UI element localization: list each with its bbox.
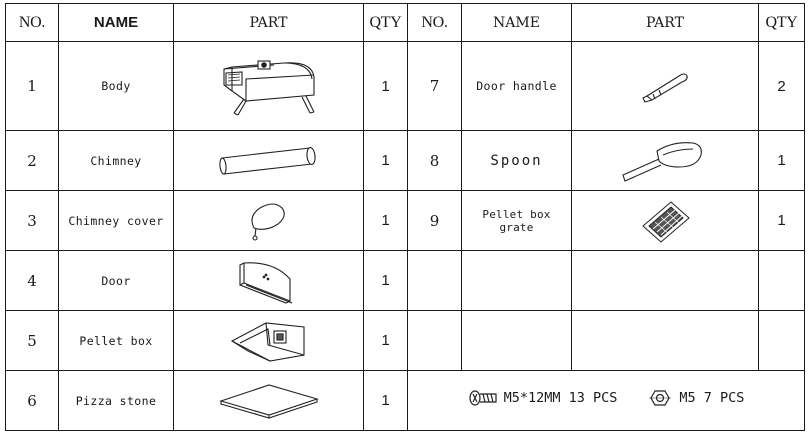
header-name-right: NAME bbox=[462, 4, 572, 42]
item-number: 8 bbox=[408, 131, 462, 191]
item-name: Pellet box bbox=[59, 311, 174, 371]
item-picture bbox=[174, 131, 364, 191]
screw-icon bbox=[468, 389, 498, 407]
parts-list-sheet bbox=[5, 3, 805, 431]
item-number: 5 bbox=[6, 311, 59, 371]
door-handle-icon bbox=[635, 66, 695, 106]
pellet-box-grate-icon bbox=[635, 198, 695, 244]
hardware-label: M5*12MM 13 PCS bbox=[503, 390, 618, 406]
parts-table bbox=[5, 3, 805, 431]
table-row bbox=[6, 131, 805, 191]
empty-cell bbox=[572, 311, 759, 371]
item-picture bbox=[174, 311, 364, 371]
header-qty-left: QTY bbox=[364, 4, 408, 42]
item-quantity: 1 bbox=[759, 131, 805, 191]
header-qty-right: QTY bbox=[759, 4, 805, 42]
chimney-cover-icon bbox=[244, 198, 294, 244]
item-name: Body bbox=[59, 42, 174, 131]
item-quantity: 1 bbox=[364, 131, 408, 191]
header-part-right: PART bbox=[572, 4, 759, 42]
table-row bbox=[6, 191, 805, 251]
empty-cell bbox=[759, 311, 805, 371]
pizza-stone-icon bbox=[217, 379, 321, 423]
table-row bbox=[6, 42, 805, 131]
chimney-icon bbox=[214, 144, 324, 178]
table-row bbox=[6, 371, 805, 431]
item-name: Door handle bbox=[462, 42, 572, 131]
item-quantity: 1 bbox=[759, 191, 805, 251]
item-number: 3 bbox=[6, 191, 59, 251]
item-number: 9 bbox=[408, 191, 462, 251]
item-name: Chimney cover bbox=[59, 191, 174, 251]
header-part-left: PART bbox=[174, 4, 364, 42]
item-name: Spoon bbox=[462, 131, 572, 191]
oven-body-icon bbox=[214, 55, 324, 117]
item-quantity: 2 bbox=[759, 42, 805, 131]
empty-cell bbox=[408, 251, 462, 311]
empty-cell bbox=[462, 311, 572, 371]
hardware-label: M5 7 PCS bbox=[679, 390, 745, 406]
empty-cell bbox=[462, 251, 572, 311]
item-quantity: 1 bbox=[364, 191, 408, 251]
pellet-box-icon bbox=[226, 315, 312, 367]
item-number: 2 bbox=[6, 131, 59, 191]
item-picture bbox=[174, 42, 364, 131]
item-quantity: 1 bbox=[364, 371, 408, 431]
door-icon bbox=[234, 255, 304, 307]
item-picture bbox=[572, 131, 759, 191]
item-picture bbox=[174, 191, 364, 251]
item-name: Door bbox=[59, 251, 174, 311]
item-number: 6 bbox=[6, 371, 59, 431]
item-picture bbox=[572, 42, 759, 131]
item-quantity: 1 bbox=[364, 251, 408, 311]
empty-cell bbox=[572, 251, 759, 311]
table-row bbox=[6, 311, 805, 371]
hardware-item bbox=[647, 389, 744, 407]
header-row bbox=[6, 4, 805, 42]
empty-cell bbox=[759, 251, 805, 311]
header-name-left: NAME bbox=[59, 4, 174, 42]
empty-cell bbox=[408, 311, 462, 371]
header-no-left: NO. bbox=[6, 4, 59, 42]
hardware-cell bbox=[408, 371, 805, 431]
header-no-right: NO. bbox=[408, 4, 462, 42]
item-picture bbox=[174, 371, 364, 431]
item-name: Pizza stone bbox=[59, 371, 174, 431]
hardware-item bbox=[468, 389, 618, 407]
table-row bbox=[6, 251, 805, 311]
item-name: Pellet box grate bbox=[462, 191, 572, 251]
item-number: 4 bbox=[6, 251, 59, 311]
item-quantity: 1 bbox=[364, 311, 408, 371]
item-number: 1 bbox=[6, 42, 59, 131]
nut-icon bbox=[647, 389, 673, 407]
item-picture bbox=[572, 191, 759, 251]
item-name: Chimney bbox=[59, 131, 174, 191]
spoon-icon bbox=[617, 137, 713, 185]
item-quantity: 1 bbox=[364, 42, 408, 131]
item-picture bbox=[174, 251, 364, 311]
item-number: 7 bbox=[408, 42, 462, 131]
